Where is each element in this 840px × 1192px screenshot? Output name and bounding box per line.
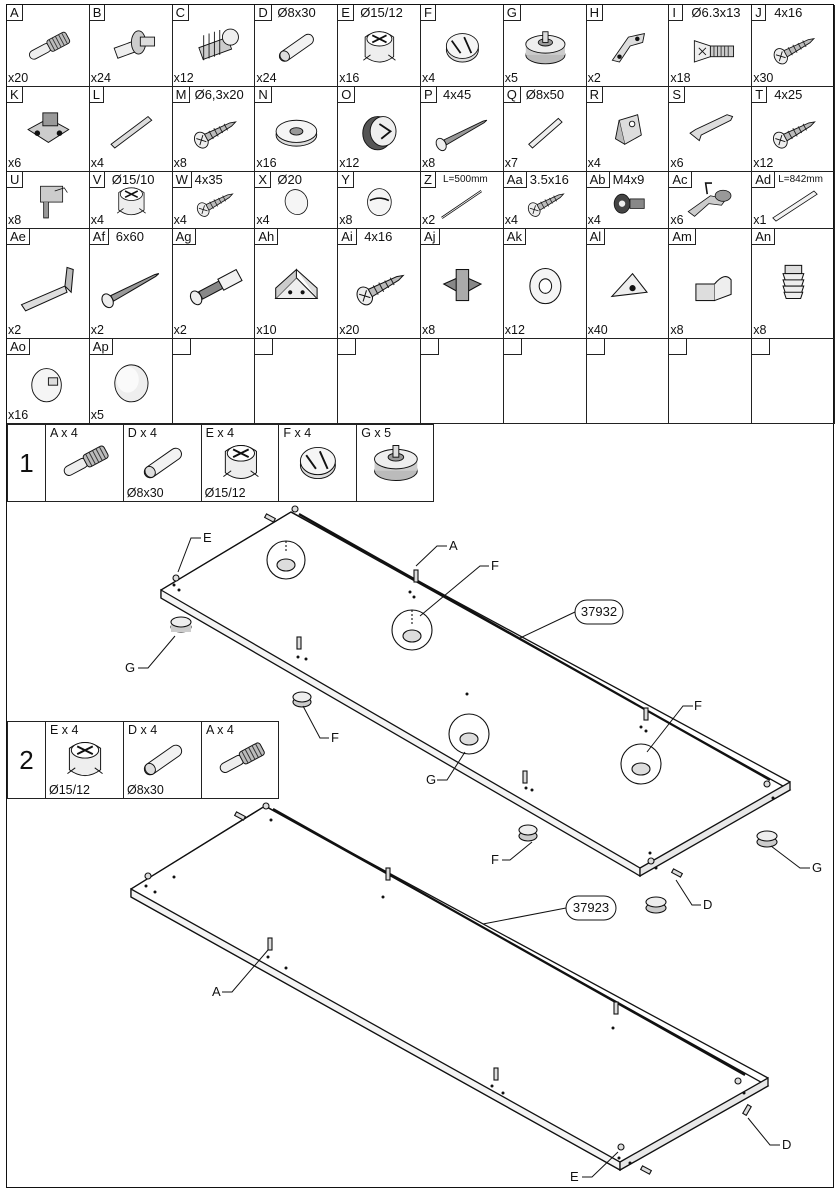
step-part-spec: Ø15/12 [204,486,246,500]
part-spec-label: Ø8x30 [277,5,316,20]
part-spec-label: 4x16 [774,5,803,20]
part-id-label: Ak [504,229,526,245]
part-quantity-label: x7 [504,156,518,170]
part-spec-label: 4x35 [194,172,223,187]
part-quantity-label: x4 [587,156,601,170]
part-quantity-label: x8 [670,323,684,337]
part-quantity-label: x30 [753,71,774,85]
part-spec-label: M4x9 [612,172,645,187]
part-id-label: J [752,5,766,21]
part-quantity-label: x2 [173,323,187,337]
part-spec-label: Ø8x50 [525,87,565,102]
part-id-label: Ap [90,339,113,355]
part-quantity-label: x24 [90,71,111,85]
step-part-header: G x 5 [361,426,392,440]
part-quantity-label: x20 [8,71,29,85]
callout-A: A [212,984,221,999]
part-quantity-label: x10 [256,323,277,337]
part-quantity-label: x16 [339,71,360,85]
step-part-header: A x 4 [206,723,234,737]
svg-text:37932: 37932 [580,604,618,619]
part-quantity-label: x4 [256,213,270,227]
part-id-label: N [255,87,271,103]
callout-D: D [782,1137,792,1152]
part-id-label: F [421,5,436,21]
detail-circle [392,610,432,650]
part-quantity-label: x2 [587,71,601,85]
part-spec-label: Ø15/10 [111,172,155,187]
part-quantity-label: x18 [670,71,691,85]
part-quantity-label: x1 [753,213,767,227]
part-quantity-label: x6 [8,156,22,170]
part-id-label: I [669,5,683,21]
part-spec-label: Ø6.3x13 [691,5,741,20]
part-id-label: Ao [7,339,30,355]
part-id-label: D [255,5,271,21]
step-part-header: D x 4 [128,723,158,737]
part-quantity-label: x12 [173,71,194,85]
part-quantity-label: x4 [90,213,104,227]
part-id-label: Ad [752,172,775,188]
step-part-header: E x 4 [50,723,79,737]
part-id-label: Aa [504,172,527,188]
part-quantity-label: x4 [587,213,601,227]
part-id-label: H [587,5,603,21]
part-id-label: M [173,87,191,103]
part-id-label: Ag [173,229,196,245]
callout-E: E [570,1169,579,1184]
part-quantity-label: x8 [422,323,436,337]
step-part-header: D x 4 [127,426,157,440]
part-quantity-label: x8 [339,213,353,227]
part-id-label: U [7,172,23,188]
part-spec-label: Ø20 [277,172,302,187]
part-quantity-label: x2 [90,323,104,337]
part-quantity-label: x20 [339,323,360,337]
part-id-label: R [587,87,603,103]
part-id-label: Af [90,229,109,245]
callout-F: F [491,558,499,573]
panel-label-37932 [575,600,623,624]
part-quantity-label: x8 [173,156,187,170]
step-part-spec: Ø8x30 [127,783,164,797]
part-quantity-label: x4 [422,71,436,85]
part-spec-label: L=500mm [443,174,488,185]
part-id-label: Ah [255,229,278,245]
part-id-label: K [7,87,23,103]
connector-cap-icon [519,825,537,841]
adjustable-foot-icon [646,897,666,913]
part-id-label: An [752,229,775,245]
part-id-label: Ai [338,229,357,245]
step-number: 2 [8,722,46,798]
part-quantity-label: x12 [339,156,360,170]
step-part-header: A x 4 [50,426,78,440]
step-part-header: E x 4 [205,426,235,440]
part-id-label: A [7,5,23,21]
part-id-label: Z [421,172,436,188]
callout-F: F [331,730,339,745]
part-id-label: X [255,172,271,188]
part-quantity-label: x24 [256,71,277,85]
part-spec-label: 4x25 [774,87,803,102]
part-id-label: T [752,87,767,103]
part-quantity-label: x6 [670,213,684,227]
part-spec-label: 3.5x16 [529,172,569,187]
part-quantity-label: x12 [753,156,774,170]
part-quantity-label: x16 [256,156,277,170]
part-quantity-label: x5 [504,71,518,85]
part-id-label: Ab [587,172,610,188]
part-quantity-label: x16 [8,408,29,422]
part-id-label: C [173,5,189,21]
part-id-label: G [504,5,521,21]
callout-E: E [203,530,212,545]
detail-circle [621,744,661,784]
detail-circle [449,714,489,754]
connector-cap-icon [293,692,311,707]
callout-G: G [812,860,823,875]
part-quantity-label: x12 [504,323,525,337]
part-quantity-label: x8 [422,156,436,170]
part-id-label: P [421,87,437,103]
part-quantity-label: x6 [670,156,684,170]
part-id-label: O [338,87,355,103]
part-id-label: Al [587,229,606,245]
adjustable-foot-icon [171,617,191,632]
callout-F: F [694,698,702,713]
step-part-spec: Ø15/12 [49,783,91,797]
callout-G: G [125,660,136,675]
part-quantity-label: x4 [173,213,187,227]
part-quantity-label: x4 [90,156,104,170]
callout-G: G [426,772,437,787]
step-part-spec: Ø8x30 [126,486,164,500]
part-id-label: B [90,5,106,21]
panel-label-37923 [566,896,616,920]
callout-D: D [703,897,713,912]
part-id-label: Ac [669,172,691,188]
part-spec-label: 4x16 [364,229,393,244]
step-number: 1 [8,425,46,501]
part-id-label: S [669,87,685,103]
part-quantity-label: x8 [753,323,767,337]
part-spec-label: Ø15/12 [360,5,403,20]
part-quantity-label: x8 [8,213,22,227]
part-spec-label: Ø6,3x20 [194,87,244,102]
part-quantity-label: x5 [90,408,104,422]
part-id-label: Am [669,229,696,245]
part-spec-label: 6x60 [115,229,144,244]
part-quantity-label: x2 [422,213,436,227]
part-id-label: Y [338,172,354,188]
detail-circle [267,541,305,579]
part-quantity-label: x2 [8,323,22,337]
adjustable-foot-icon [757,831,777,847]
part-quantity-label: x4 [504,213,518,227]
part-id-label: Aj [421,229,440,245]
part-id-label: L [90,87,104,103]
part-spec-label: 4x45 [443,87,472,102]
part-id-label: E [338,5,354,21]
part-spec-label: L=842mm [778,174,823,185]
part-id-label: W [173,172,192,188]
panel-37923 [131,806,768,1170]
part-id-label: Ae [7,229,30,245]
part-id-label: V [90,172,106,188]
part-quantity-label: x40 [587,323,608,337]
part-id-label: Q [504,87,521,103]
step-part-header: F x 4 [283,426,312,440]
svg-text:37923: 37923 [572,900,610,915]
callout-A: A [449,538,458,553]
callout-F: F [491,852,499,867]
